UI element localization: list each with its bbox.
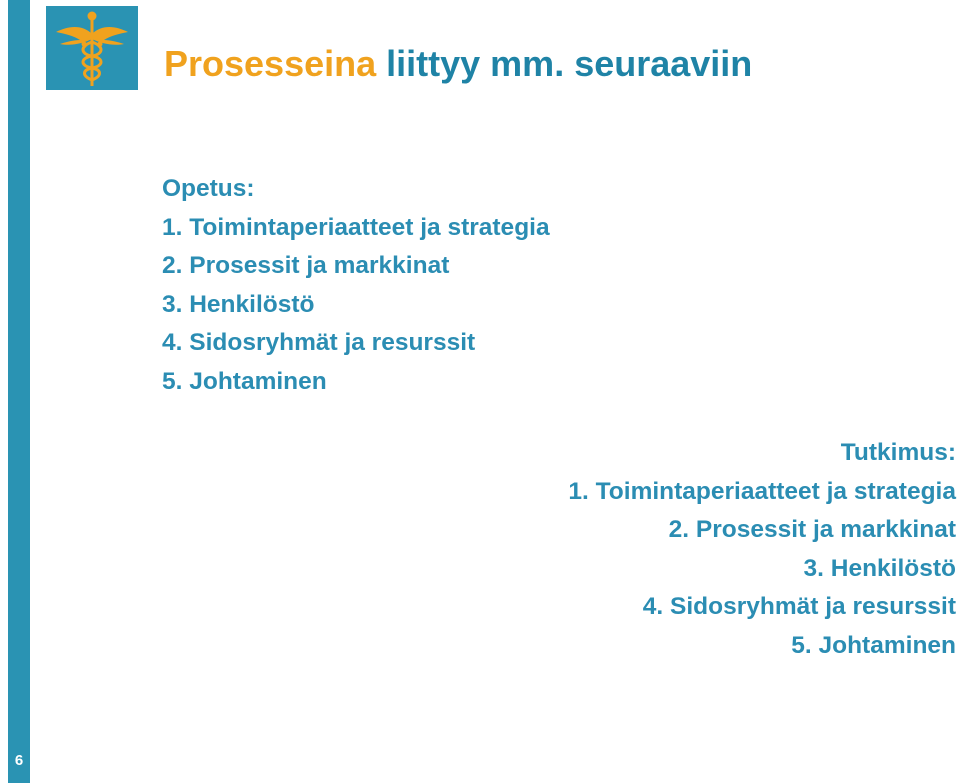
list-item: 2. Prosessit ja markkinat — [668, 516, 956, 543]
list-item: 4. Sidosryhmät ja resurssit — [162, 329, 476, 356]
opetus-heading: Opetus: — [162, 175, 255, 202]
list-item: 3. Henkilöstö — [803, 554, 956, 582]
tutkimus-list — [568, 434, 956, 665]
page-number: 6 — [14, 752, 24, 769]
list-item: 5. Johtaminen — [791, 631, 956, 659]
opetus-list — [162, 170, 550, 401]
list-item: 5. Johtaminen — [162, 367, 327, 395]
title-rest: liittyy mm. seuraaviin — [376, 43, 753, 84]
page-title — [164, 42, 752, 86]
title-accent: Prosesseina — [164, 43, 377, 84]
tutkimus-heading: Tutkimus: — [840, 439, 956, 466]
caduceus-icon — [46, 6, 138, 90]
logo — [46, 6, 138, 90]
list-item: 2. Prosessit ja markkinat — [162, 252, 450, 279]
list-item: 1. Toimintaperiaatteet ja strategia — [568, 477, 956, 505]
list-item: 4. Sidosryhmät ja resurssit — [642, 593, 956, 620]
left-sidebar-bar — [8, 0, 30, 783]
list-item: 3. Henkilöstö — [162, 290, 315, 318]
list-item: 1. Toimintaperiaatteet ja strategia — [162, 213, 550, 241]
